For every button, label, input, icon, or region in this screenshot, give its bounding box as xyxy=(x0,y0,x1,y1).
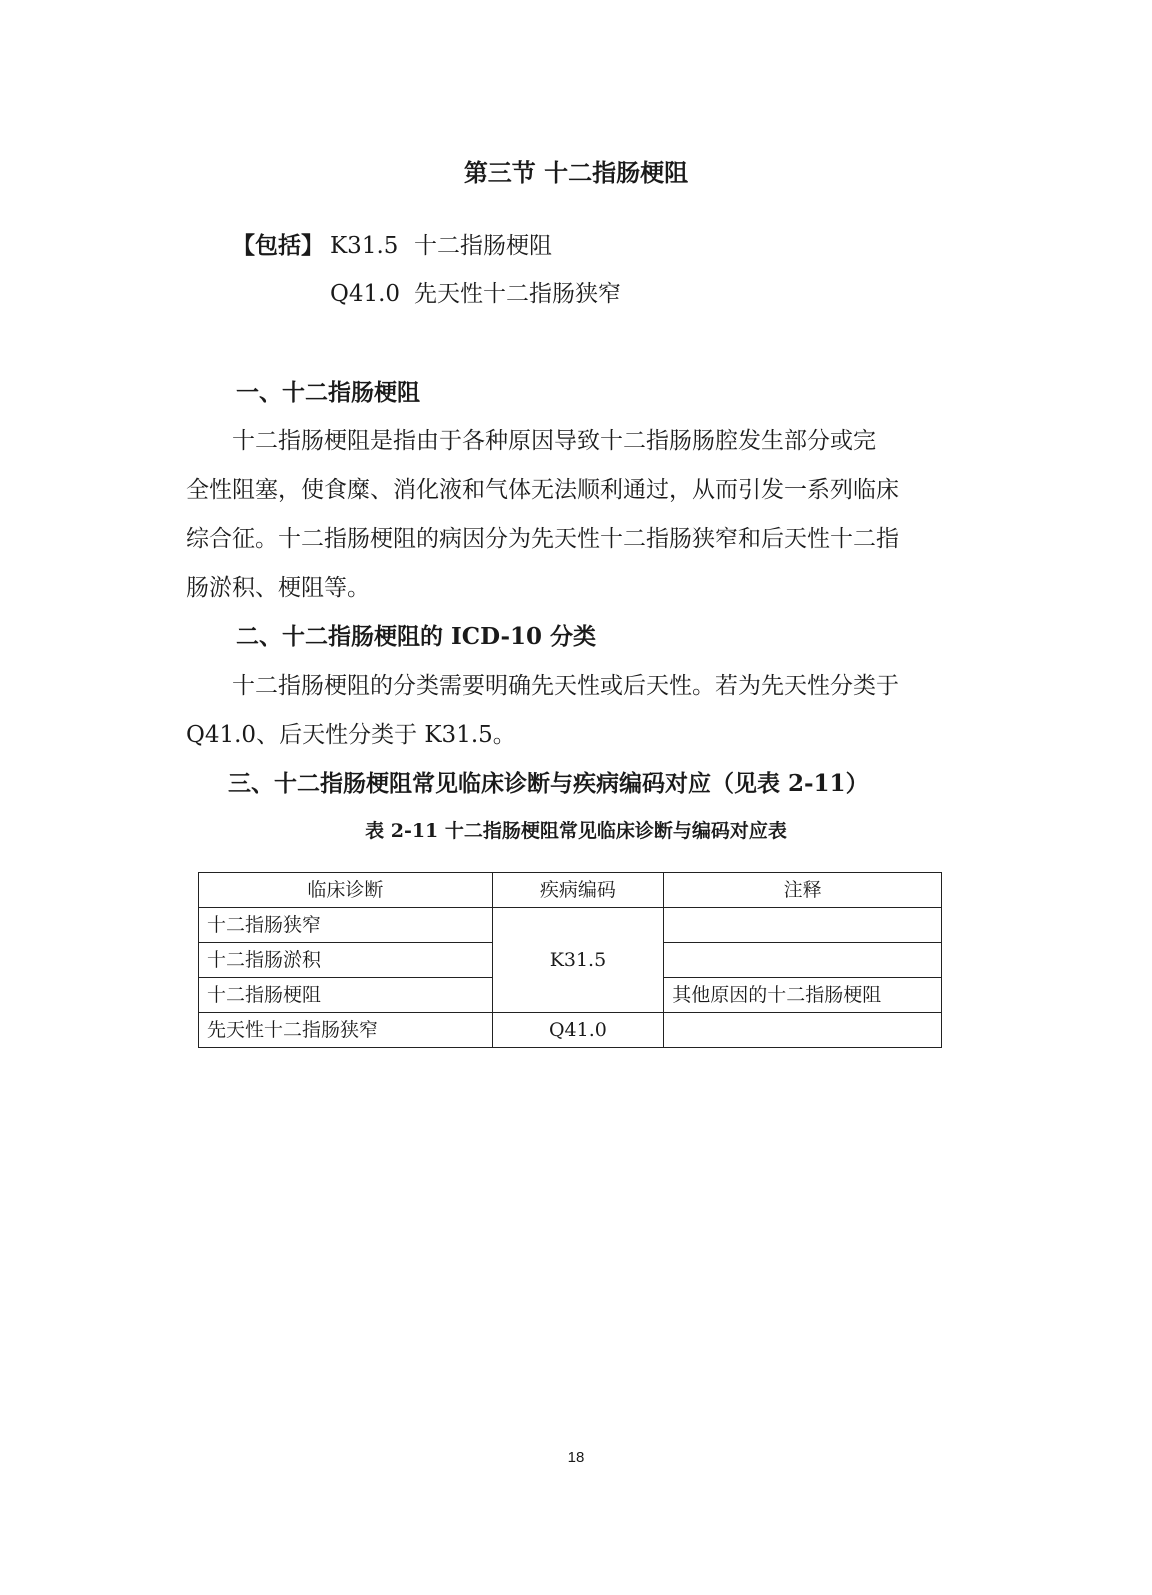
include-code: K31.5 xyxy=(330,233,399,259)
table-header-row xyxy=(199,873,942,908)
include-name: 先天性十二指肠狭窄 xyxy=(414,281,621,307)
section-heading: 二、十二指肠梗阻的 ICD-10 分类 xyxy=(236,623,597,650)
note-cell xyxy=(664,943,942,978)
note-cell: 其他原因的十二指肠梗阻 xyxy=(664,978,942,1013)
diagnosis-cell: 十二指肠淤积 xyxy=(199,943,493,978)
table-row xyxy=(199,908,942,943)
column-header: 注释 xyxy=(664,873,942,908)
section-heading: 三、十二指肠梗阻常见临床诊断与疾病编码对应（见表 2-11） xyxy=(228,770,869,797)
column-header: 临床诊断 xyxy=(199,873,493,908)
column-header: 疾病编码 xyxy=(492,873,664,908)
table-caption: 表 2-11 十二指肠梗阻常见临床诊断与编码对应表 xyxy=(365,820,787,842)
paragraph-line: 十二指肠梗阻是指由于各种原因导致十二指肠肠腔发生部分或完 xyxy=(186,428,876,454)
code-cell: K31.5 xyxy=(492,908,664,1013)
diagnosis-cell: 十二指肠梗阻 xyxy=(199,978,493,1013)
include-name: 十二指肠梗阻 xyxy=(414,233,552,259)
include-label: 【包括】 xyxy=(232,232,324,259)
paragraph-line: 十二指肠梗阻的分类需要明确先天性或后天性。若为先天性分类于 xyxy=(186,673,899,699)
paragraph-line: 肠淤积、梗阻等。 xyxy=(186,575,370,601)
diagnosis-cell: 先天性十二指肠狭窄 xyxy=(199,1013,493,1048)
paragraph-line: 全性阻塞，使食糜、消化液和气体无法顺利通过，从而引发一系列临床 xyxy=(186,477,899,503)
page-number: 18 xyxy=(567,1449,585,1466)
include-code: Q41.0 xyxy=(330,281,401,307)
section-heading: 一、十二指肠梗阻 xyxy=(236,379,420,406)
diagnosis-cell: 十二指肠狭窄 xyxy=(199,908,493,943)
paragraph-line: Q41.0、后天性分类于 K31.5。 xyxy=(186,722,516,748)
note-cell xyxy=(664,908,942,943)
table-row xyxy=(199,1013,942,1048)
code-cell: Q41.0 xyxy=(492,1013,664,1048)
section-title: 第三节 十二指肠梗阻 xyxy=(463,158,689,187)
diagnosis-code-table xyxy=(198,872,942,1048)
note-cell xyxy=(664,1013,942,1048)
paragraph-line: 综合征。十二指肠梗阻的病因分为先天性十二指肠狭窄和后天性十二指 xyxy=(186,526,899,552)
